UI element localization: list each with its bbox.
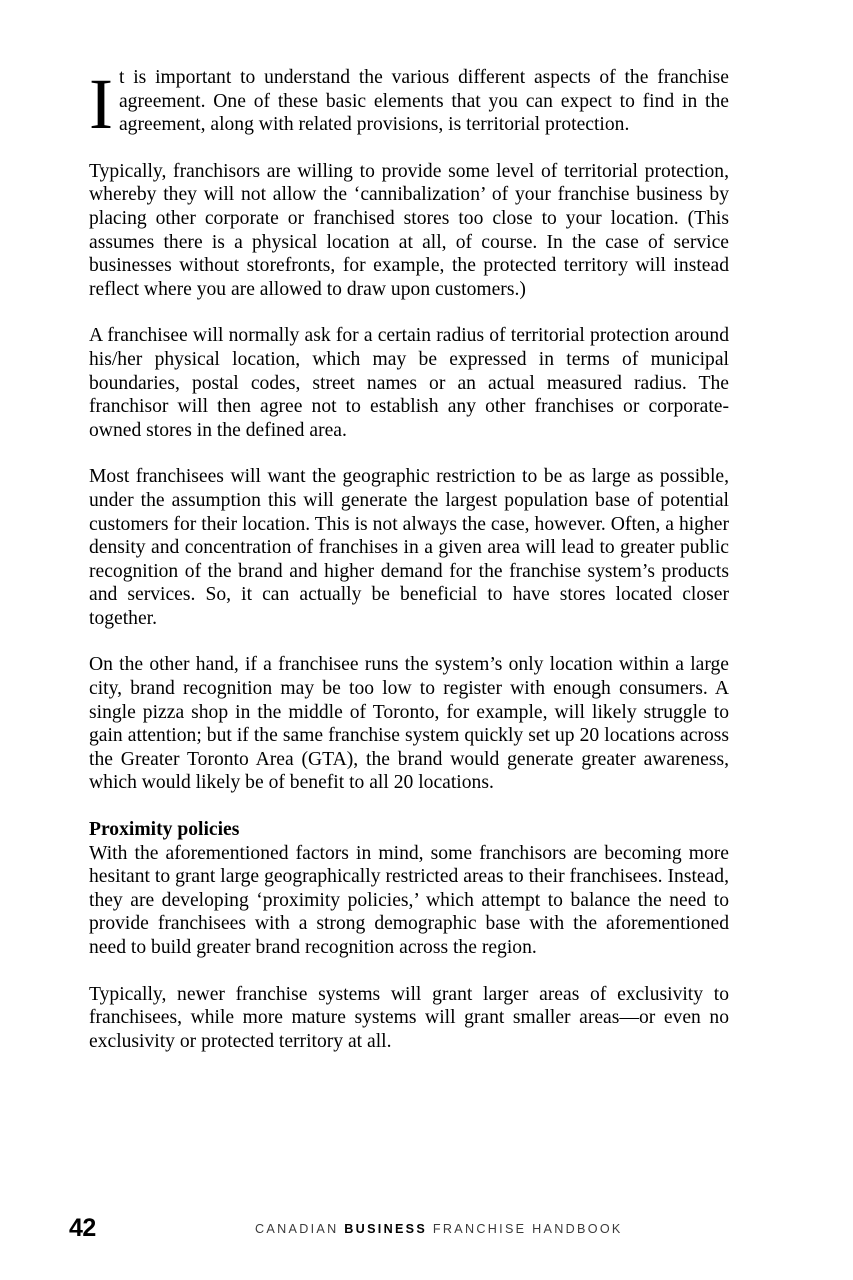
paragraph-exclusivity: Typically, newer franchise systems will grant larger areas of exclusivity to franchisees, while more mature systems will grant smaller areas—or even no exclusivity or protected territory at all. bbox=[89, 983, 729, 1052]
drop-cap-letter: I bbox=[89, 64, 113, 144]
paragraph-geographic-restriction: Most franchisees will want the geographic restriction to be as large as possible, under the assumption this will generate the largest population base of potential customers for their location. This is not always the case, however. Often, a higher density and concentration of franchises in a given area will lead to greater public recognition of the brand and higher demand for the franchise system’s products and services. So, it can actually be beneficial to have stores located closer together. bbox=[89, 466, 729, 629]
running-head-suffix: FRANCHISE HANDBOOK bbox=[427, 1222, 623, 1236]
paragraph-proximity-policies: With the aforementioned factors in mind, some franchisors are becoming more hesitant to grant large geographically restricted areas to their franchisees. Instead, they are developing ‘proximity policies,’ which attempt to balance the need to provide franchisees with a strong demographic base with the aforementioned need to build greater brand recognition across the region. bbox=[89, 842, 729, 958]
running-head bbox=[255, 1222, 623, 1236]
page-footer bbox=[0, 1214, 853, 1254]
paragraph-intro bbox=[89, 64, 729, 144]
paragraph-brand-recognition: On the other hand, if a franchisee runs the system’s only location within a large city, brand recognition may be too low to register with enough consumers. A single pizza shop in the middle of Toronto, for example, will likely struggle to gain attention; but if the same franchise system quickly set up 20 locations across the Greater Toronto Area (GTA), the brand would generate greater awareness, which would likely be of benefit to all 20 locations. bbox=[89, 654, 729, 794]
page-number: 42 bbox=[69, 1214, 96, 1242]
running-head-prefix: CANADIAN bbox=[255, 1222, 345, 1236]
paragraph-radius-request: A franchisee will normally ask for a certain radius of territorial protection around his/her physical location, which may be expressed in terms of municipal boundaries, postal codes, street names or an actual measured radius. The franchisor will then agree not to establish any other franchises or corporate-owned stores in the defined area. bbox=[89, 325, 729, 441]
running-head-emphasis: BUSINESS bbox=[344, 1222, 428, 1236]
heading-proximity-policies: Proximity policies bbox=[89, 819, 240, 841]
text-column bbox=[89, 66, 729, 1053]
paragraph-territorial-protection: Typically, franchisors are willing to provide some level of territorial protection, whereby they will not allow the ‘cannibalization’ of your franchise business by placing other corporate or franchised stores too close to your location. (This assumes there is a physical location at all, of course. In the case of service businesses without storefronts, for example, the protected territory will instead reflect where you are allowed to draw upon customers.) bbox=[89, 160, 729, 300]
paragraph-intro-text: t is important to understand the various different aspects of the franchise agreement. One of these basic elements that you can expect to find in the agreement, along with related provisions, is territorial protection. bbox=[118, 67, 729, 136]
